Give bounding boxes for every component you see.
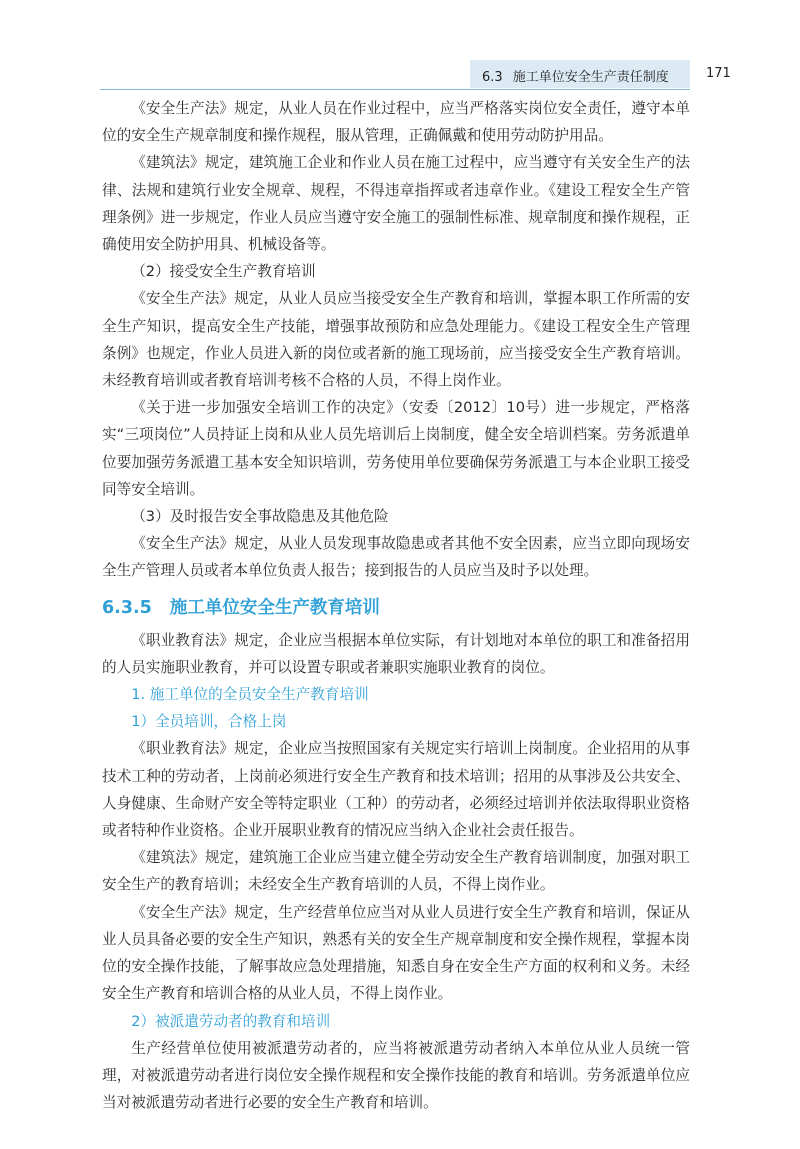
item-heading: （2）接受安全生产教育培训 xyxy=(131,263,316,281)
paragraph: 《建筑法》规定，建筑施工企业应当建立健全劳动安全生产教育培训制度，加强对职工安全生产的教育培训；未经安全生产教育培训的人员，不得上岗作业。 xyxy=(102,849,690,894)
paragraph: 生产经营单位使用被派遣劳动者的，应当将被派遣劳动者纳入本单位从业人员统一管理，对被派遣劳动者进行岗位安全操作规程和安全操作技能的教育和培训。劳务派遣单位应当对被派遣劳动者进行必要的安全生产教育和培训。 xyxy=(102,1039,690,1112)
item-heading: （3）及时报告安全事故隐患及其他危险 xyxy=(131,508,389,526)
sub-subsection-heading: 2）被派遣劳动者的教育和培训 xyxy=(131,1012,331,1030)
paragraph: 《职业教育法》规定，企业应当按照国家有关规定实行培训上岗制度。企业招用的从事技术工种的劳动者，上岗前必须进行安全生产教育和技术培训；招用的从事涉及公共安全、人身健康、生命财产安全等特定职业（工种）的劳动者，必须经过培训并依法取得职业资格或者特种作业资格。企业开展职业教育的情况应当纳入企业社会责任报告。 xyxy=(102,740,690,840)
section-title: 施工单位安全生产教育培训 xyxy=(169,597,380,618)
running-header xyxy=(482,66,669,85)
paragraph: 《安全生产法》规定，从业人员在作业过程中，应当严格落实岗位安全责任，遵守本单位的安全生产规章制度和操作规程，服从管理，正确佩戴和使用劳动防护用品。 xyxy=(102,100,690,145)
section-heading xyxy=(102,593,690,623)
paragraph: 《安全生产法》规定，从业人员应当接受安全生产教育和培训，掌握本职工作所需的安全生产知识，提高安全生产技能，增强事故预防和应急处理能力。《建设工程安全生产管理条例》也规定，作业人员进入新的岗位或者新的施工现场前，应当接受安全生产教育培训。未经教育培训或者教育培训考核不合格的人员，不得上岗作业。 xyxy=(102,290,690,390)
paragraph: 《安全生产法》规定，生产经营单位应当对从业人员进行安全生产教育和培训，保证从业人员具备必要的安全生产知识，熟悉有关的安全生产规章制度和安全操作规程，掌握本岗位的安全操作技能，了解事故应急处理措施，知悉自身在安全生产方面的权利和义务。未经安全生产教育和培训合格的从业人员，不得上岗作业。 xyxy=(102,903,690,1003)
subsection-heading: 1. 施工单位的全员安全生产教育培训 xyxy=(131,686,369,704)
header-divider xyxy=(100,89,690,90)
page-number: 171 xyxy=(706,66,731,81)
paragraph: 《安全生产法》规定，从业人员发现事故隐患或者其他不安全因素，应当立即向现场安全生产管理人员或者本单位负责人报告；接到报告的人员应当及时予以处理。 xyxy=(102,535,690,580)
paragraph: 《职业教育法》规定，企业应当根据本单位实际，有计划地对本单位的职工和准备招用的人员实施职业教育，并可以设置专职或者兼职实施职业教育的岗位。 xyxy=(102,631,690,676)
paragraph: 《关于进一步加强安全培训工作的决定》（安委〔2012〕10号）进一步规定，严格落实“三项岗位”人员持证上岗和从业人员先培训后上岗制度，健全安全培训档案。劳务派遣单位要加强劳务派遣工基本安全知识培训，劳务使用单位要确保劳务派遣工与本企业职工接受同等安全培训。 xyxy=(102,399,690,498)
section-number: 6.3.5 xyxy=(102,597,152,618)
header-section-number: 6.3 xyxy=(482,70,503,85)
body-text xyxy=(102,95,690,1116)
sub-subsection-heading: 1）全员培训，合格上岗 xyxy=(131,713,287,731)
paragraph: 《建筑法》规定，建筑施工企业和作业人员在施工过程中，应当遵守有关安全生产的法律、法规和建筑行业安全规章、规程，不得违章指挥或者违章作业。《建设工程安全生产管理条例》进一步规定，作业人员应当遵守安全施工的强制性标准、规章制度和操作规程，正确使用安全防护用具、机械设备等。 xyxy=(102,154,690,254)
header-section-title: 施工单位安全生产责任制度 xyxy=(512,70,669,85)
